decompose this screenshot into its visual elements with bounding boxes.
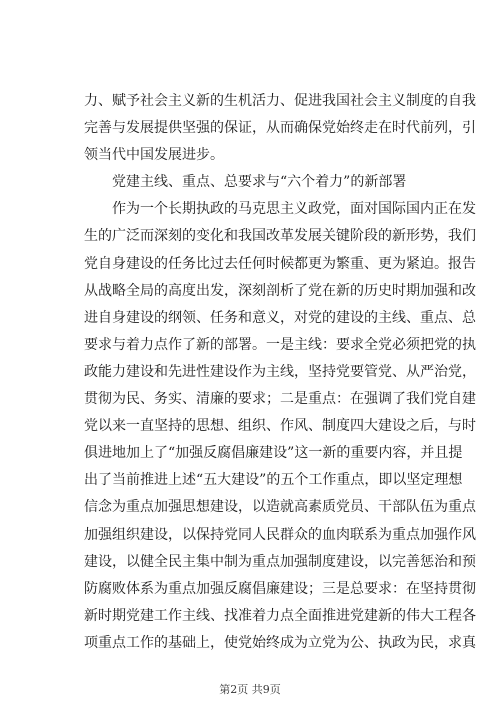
text-line: 加强组织建设，以保持党同人民群众的血肉联系为重点加强作风 xyxy=(84,526,476,543)
text-line: 生的广泛而深刻的变化和我国改革发展关键阶段的新形势，我们 xyxy=(84,228,476,245)
text-line: 项重点工作的基础上，使党始终成为立党为公、执政为民，求真 xyxy=(84,634,476,651)
text-line: 从战略全局的高度出发，深刻剖析了党在新的历史时期加强和改 xyxy=(84,282,476,299)
section-heading: 党建主线、重点、总要求与“六个着力”的新部署 xyxy=(112,174,407,191)
text-line: 政能力建设和先进性建设作为主线，坚持党要管党、从严治党， xyxy=(84,363,476,380)
text-line: 党以来一直坚持的思想、组织、作风、制度四大建设之后，与时 xyxy=(84,418,476,435)
text-line: 力、赋予社会主义新的生机活力、促进我国社会主义制度的自我 xyxy=(84,93,476,109)
body-text xyxy=(84,88,476,657)
text-line: 领当代中国发展进步。 xyxy=(84,147,224,164)
text-line: 建设，以健全民主集中制为重点加强制度建设，以完善惩治和预 xyxy=(84,553,476,570)
text-line: 完善与发展提供坚强的保证，从而确保党始终走在时代前列，引 xyxy=(84,120,476,137)
text-line: 防腐败体系为重点加强反腐倡廉建设；三是总要求：在坚持贯彻 xyxy=(84,580,476,597)
text-line: 俱进地加上了“加强反腐倡廉建设”这一新的重要内容，并且提 xyxy=(84,445,463,462)
text-line: 出了当前推进上述“五大建设”的五个工作重点，即以坚定理想 xyxy=(84,472,463,489)
text-line: 贯彻为民、务实、清廉的要求；二是重点：在强调了我们党自建 xyxy=(84,391,476,408)
page-footer: 第2页 共9页 xyxy=(219,683,281,696)
text-line: 要求与着力点作了新的部署。一是主线：要求全党必须把党的执 xyxy=(84,336,476,353)
text-line: 新时期党建工作主线、找准着力点全面推进党建新的伟大工程各 xyxy=(84,607,476,624)
text-line: 作为一个长期执政的马克思主义政党，面对国际国内正在发 xyxy=(112,201,476,218)
text-line: 进自身建设的纲领、任务和意义，对党的建设的主线、重点、总 xyxy=(84,309,476,326)
text-line: 信念为重点加强思想建设，以造就高素质党员、干部队伍为重点 xyxy=(84,499,476,516)
text-line: 党自身建设的任务比过去任何时候都更为繁重、更为紧迫。报告 xyxy=(84,255,476,272)
